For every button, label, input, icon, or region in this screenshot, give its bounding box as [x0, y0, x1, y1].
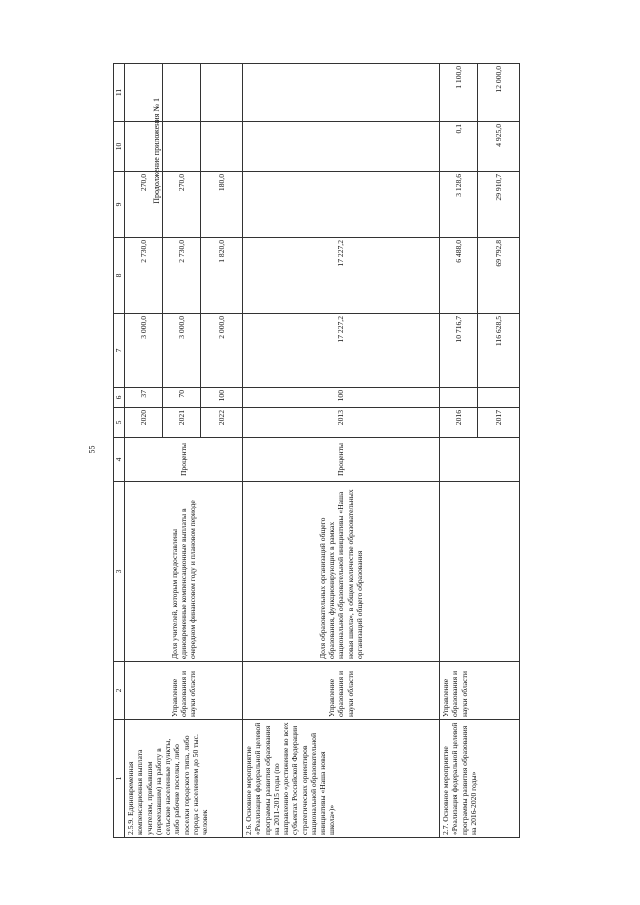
rotated-table-container [113, 64, 518, 838]
value-cell: 70 [163, 388, 201, 408]
column-header: 9 [114, 172, 125, 238]
value-cell: 10 716,7 [440, 314, 478, 388]
table-row [243, 64, 440, 838]
table-row [125, 64, 163, 838]
unit: Проценты [125, 438, 243, 482]
executor: Управление образования и науки области [125, 662, 243, 720]
value-cell: 17 227,2 [243, 314, 440, 388]
column-header: 2 [114, 662, 125, 720]
value-cell [440, 388, 478, 408]
value-cell: 3 000,0 [125, 314, 163, 388]
year-cell: 2022 [201, 408, 243, 438]
value-cell [478, 388, 520, 408]
value-cell: 100 [201, 388, 243, 408]
value-cell [243, 64, 440, 122]
value-cell: 37 [125, 388, 163, 408]
value-cell: 4 925,0 [478, 122, 520, 172]
column-header: 8 [114, 238, 125, 314]
column-header: 5 [114, 408, 125, 438]
executor: Управление образования и науки области [243, 662, 440, 720]
value-cell: 180,0 [201, 172, 243, 238]
column-header: 7 [114, 314, 125, 388]
indicator: Доля учителей, которым предоставлены единовременные компенсационные выплаты в очередном финансовом году и плановом периоде [125, 482, 243, 662]
value-cell: 69 792,8 [478, 238, 520, 314]
value-cell [243, 172, 440, 238]
column-header: 11 [114, 64, 125, 122]
year-cell: 2016 [440, 408, 478, 438]
value-cell: 3 128,6 [440, 172, 478, 238]
program-measures-table [113, 63, 520, 838]
column-number-row [114, 64, 125, 838]
value-cell: 17 227,2 [243, 238, 440, 314]
value-cell: 29 910,7 [478, 172, 520, 238]
unit: Проценты [243, 438, 440, 482]
year-cell: 2021 [163, 408, 201, 438]
value-cell: 3 000,0 [163, 314, 201, 388]
value-cell: 116 628,5 [478, 314, 520, 388]
value-cell: 100 [243, 388, 440, 408]
value-cell: 1 100,0 [440, 64, 478, 122]
executor: Управление образования и науки области [440, 662, 520, 720]
value-cell: 2 730,0 [163, 238, 201, 314]
measure-name: 2.7. Основное мероприятие «Реализация федеральной целевой программы развития образования на 2016-2020 годы» [440, 720, 520, 838]
value-cell: 2 730,0 [125, 238, 163, 314]
column-header: 1 [114, 720, 125, 838]
value-cell: 1 820,0 [201, 238, 243, 314]
value-cell [125, 64, 163, 122]
value-cell [201, 122, 243, 172]
column-header: 10 [114, 122, 125, 172]
value-cell: 12 000,0 [478, 64, 520, 122]
value-cell: 6 488,0 [440, 238, 478, 314]
column-header: 3 [114, 482, 125, 662]
value-cell [243, 122, 440, 172]
measure-name: 2.6. Основное мероприятие «Реализация федеральной целевой программы развития образования на 2011-2015 годы (по направлению «достижение во всех субъектах Российской Федерации стратегических ориентиров национальной образовательной инициативы «Наша новая школа»)» [243, 720, 440, 838]
value-cell: 0,1 [440, 122, 478, 172]
year-cell: 2020 [125, 408, 163, 438]
value-cell: 270,0 [163, 172, 201, 238]
value-cell [201, 64, 243, 122]
unit [440, 438, 520, 482]
value-cell [163, 122, 201, 172]
page-number: 55 [87, 445, 97, 454]
value-cell: 270,0 [125, 172, 163, 238]
column-header: 4 [114, 438, 125, 482]
value-cell [163, 64, 201, 122]
table-row [440, 64, 478, 838]
appendix-continuation-label: Продолжение приложения № 1 [152, 98, 161, 204]
indicator: Доля образовательных организаций общего образования, функционирующих в рамках национальной образовательной инициативы «Наша новая школа», в общем количестве образовательных организаций общего образования [243, 482, 440, 662]
column-header: 6 [114, 388, 125, 408]
measure-name: 2.5.9. Единовременная компенсационная выплата учителям, прибывшим (переехавшим) на работу в сельские населенные пункты, либо рабочие поселки, либо поселки городского типа, либо города с населением до 50 тыс. человек [125, 720, 243, 838]
value-cell [125, 122, 163, 172]
value-cell: 2 000,0 [201, 314, 243, 388]
year-cell: 2013 [243, 408, 440, 438]
year-cell: 2017 [478, 408, 520, 438]
indicator [440, 482, 520, 662]
